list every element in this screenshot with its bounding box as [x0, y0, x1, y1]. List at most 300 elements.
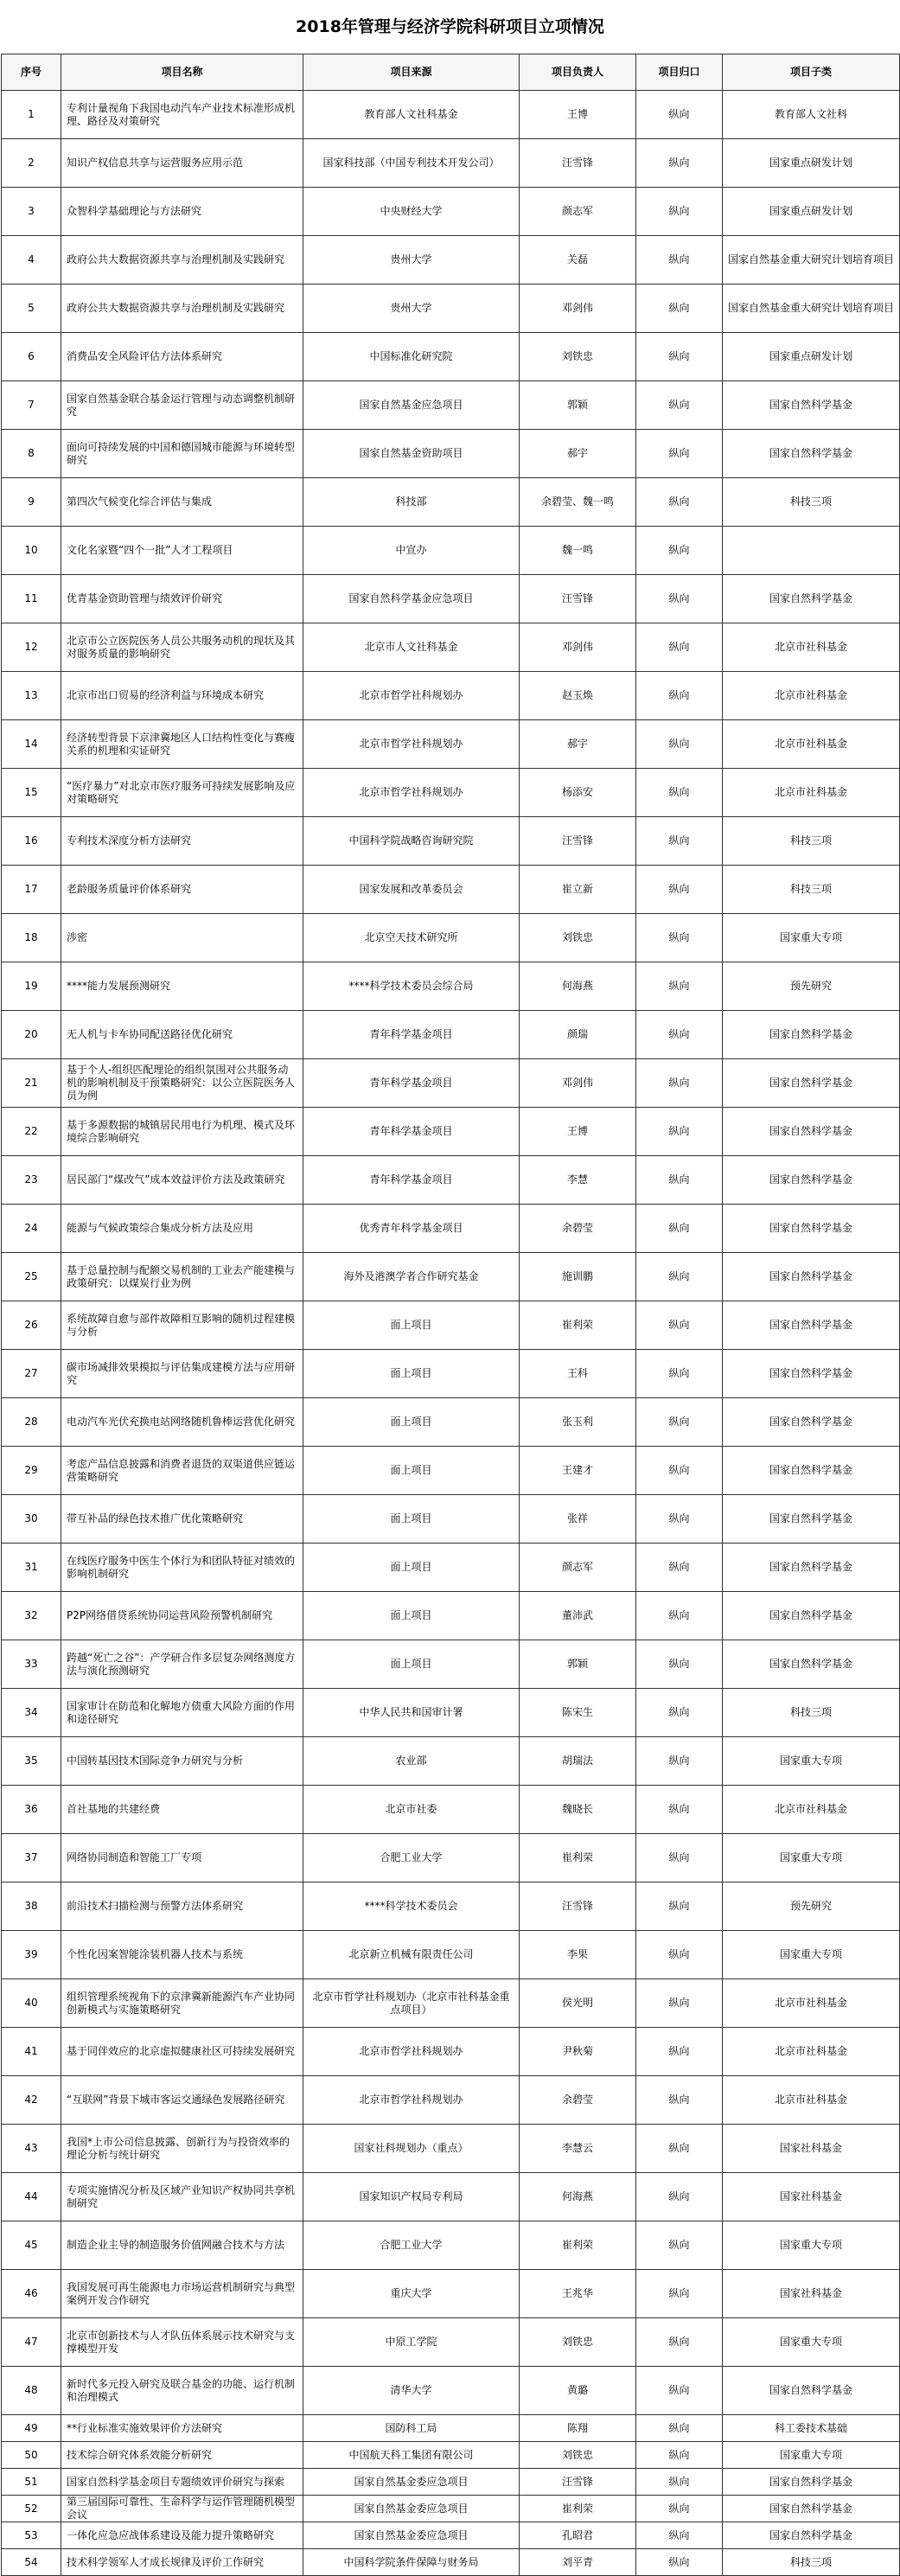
cell-project-category: 纵向: [636, 2318, 723, 2367]
cell-project-source: 北京市哲学社科规划办（北京市社科基金重点项目）: [303, 1979, 520, 2028]
cell-project-subtype: 国家自然基金重大研究计划培育项目: [723, 236, 900, 284]
cell-project-category: 纵向: [636, 1979, 723, 2028]
cell-project-name: [61, 2522, 303, 2549]
cell-project-source: 贵州大学: [303, 236, 520, 284]
cell-index: 23: [2, 1156, 61, 1205]
cell-project-source: 面上项目: [303, 1592, 520, 1640]
cell-project-name: [61, 962, 303, 1011]
cell-project-category: 纵向: [636, 1834, 723, 1882]
cell-project-name: [61, 2415, 303, 2442]
project-name-text: 网络协同制造和智能工厂专项: [67, 1851, 202, 1863]
cell-project-source: 优秀青年科学基金项目: [303, 1205, 520, 1253]
cell-project-leader: 崔利荣: [520, 1301, 636, 1350]
cell-project-category: 纵向: [636, 91, 723, 139]
table-row: [2, 478, 900, 527]
cell-project-leader: 郭颖: [520, 381, 636, 430]
cell-project-subtype: 国家自然科学基金: [723, 1253, 900, 1301]
table-row: [2, 91, 900, 139]
project-name-text: 一体化应急应战体系建设及能力提升策略研究: [67, 2528, 275, 2541]
cell-project-subtype: 国家自然科学基金: [723, 2367, 900, 2415]
project-name-text: 第三届国际可靠性、生命科学与运作管理随机模型会议: [67, 2496, 296, 2521]
project-name-text: 国家审计在防范和化解地方债重大风险方面的作用和途径研究: [67, 1699, 296, 1725]
table-row: [2, 2173, 900, 2221]
cell-index: 52: [2, 2496, 61, 2522]
table-row: [2, 2415, 900, 2442]
project-name-text: ****能力发展预测研究: [67, 980, 171, 992]
table-row: [2, 430, 900, 478]
cell-index: 28: [2, 1398, 61, 1447]
project-name-text: 第四次气候变化综合评估与集成: [67, 495, 213, 508]
cell-project-subtype: 国家重大专项: [723, 2442, 900, 2469]
cell-project-name: [61, 2367, 303, 2415]
project-name-text: 涉密: [67, 931, 88, 943]
cell-project-category: 纵向: [636, 2173, 723, 2221]
project-name-text: 经济转型背景下京津冀地区人口结构性变化与赛瘦关系的机理和实证研究: [67, 731, 296, 757]
cell-project-category: 纵向: [636, 2270, 723, 2318]
cell-project-subtype: 北京市社科基金: [723, 672, 900, 720]
cell-index: 51: [2, 2469, 61, 2496]
table-row: [2, 1979, 900, 2028]
cell-index: 17: [2, 866, 61, 914]
cell-project-subtype: 科工委技术基础: [723, 2415, 900, 2442]
cell-project-leader: 张祥: [520, 1495, 636, 1544]
cell-project-name: [61, 817, 303, 866]
project-name-text: “医疗暴力”对北京市医疗服务可持续发展影响及应对策略研究: [67, 779, 296, 805]
cell-project-subtype: 北京市社科基金: [723, 1979, 900, 2028]
cell-index: 4: [2, 236, 61, 284]
cell-project-category: 纵向: [636, 1592, 723, 1640]
cell-project-subtype: 北京市社科基金: [723, 623, 900, 672]
cell-project-leader: 王建才: [520, 1447, 636, 1495]
cell-project-subtype: 国家自然科学基金: [723, 381, 900, 430]
cell-project-source: 北京市哲学社科规划办: [303, 769, 520, 817]
cell-project-leader: 颜志军: [520, 1544, 636, 1592]
cell-project-leader: 崔立新: [520, 866, 636, 914]
table-row: [2, 236, 900, 284]
cell-project-leader: 邓剑伟: [520, 1059, 636, 1108]
project-name-text: 基于总量控制与配额交易机制的工业去产能建模与政策研究：以煤炭行业为例: [67, 1263, 296, 1289]
cell-project-source: 贵州大学: [303, 284, 520, 333]
cell-index: 8: [2, 430, 61, 478]
cell-project-leader: 王博: [520, 1108, 636, 1156]
cell-project-name: [61, 2549, 303, 2576]
cell-project-source: 面上项目: [303, 1301, 520, 1350]
cell-project-category: 纵向: [636, 1640, 723, 1689]
cell-index: 44: [2, 2173, 61, 2221]
cell-project-leader: 郝宇: [520, 720, 636, 769]
cell-project-name: [61, 672, 303, 720]
cell-project-subtype: 国家社科基金: [723, 2270, 900, 2318]
table-row: [2, 1253, 900, 1301]
cell-project-leader: 陈翔: [520, 2415, 636, 2442]
cell-project-source: 北京市哲学社科规划办: [303, 2076, 520, 2125]
table-row: [2, 2496, 900, 2522]
table-row: [2, 139, 900, 188]
cell-project-source: 青年科学基金项目: [303, 1108, 520, 1156]
project-name-text: 专利计量视角下我国电动汽车产业技术标准形成机理、路径及对策研究: [67, 101, 296, 127]
cell-project-name: [61, 1108, 303, 1156]
project-name-text: 专项实施情况分析及区域产业知识产权协同共享机制研究: [67, 2183, 296, 2209]
cell-project-category: 纵向: [636, 1931, 723, 1979]
project-name-text: 技术综合研究体系效能分析研究: [67, 2448, 213, 2461]
project-name-text: 消费品安全风险评估方法体系研究: [67, 350, 223, 362]
cell-project-name: [61, 1156, 303, 1205]
cell-index: 42: [2, 2076, 61, 2125]
cell-project-source: 中宣办: [303, 527, 520, 575]
cell-project-leader: 刘铁忠: [520, 333, 636, 381]
cell-project-source: 北京市人文社科基金: [303, 623, 520, 672]
project-name-text: 面向可持续发展的中国和德国城市能源与环境转型研究: [67, 440, 296, 466]
cell-project-name: [61, 430, 303, 478]
table-row: [2, 817, 900, 866]
project-name-text: 政府公共大数据资源共享与治理机制及实践研究: [67, 302, 285, 314]
cell-project-name: [61, 1253, 303, 1301]
project-name-text: 北京市公立医院医务人员公共服务动机的现状及其对服务质量的影响研究: [67, 634, 296, 660]
cell-project-leader: 崔利荣: [520, 2221, 636, 2270]
cell-project-name: [61, 2173, 303, 2221]
cell-project-category: 纵向: [636, 1059, 723, 1108]
cell-project-name: [61, 1786, 303, 1834]
cell-project-leader: 赵玉焕: [520, 672, 636, 720]
cell-project-category: 纵向: [636, 962, 723, 1011]
cell-project-source: 国家知识产权局专利局: [303, 2173, 520, 2221]
project-name-text: 前沿技术扫描检测与预警方法体系研究: [67, 1900, 244, 1912]
cell-project-source: 农业部: [303, 1737, 520, 1786]
cell-project-category: 纵向: [636, 2221, 723, 2270]
cell-project-name: [61, 2496, 303, 2522]
cell-project-category: 纵向: [636, 1689, 723, 1737]
header-project-category: 项目归口: [636, 54, 723, 91]
cell-project-category: 纵向: [636, 1737, 723, 1786]
cell-project-subtype: 北京市社科基金: [723, 2028, 900, 2076]
cell-project-source: 国家科技部（中国专利技术开发公司）: [303, 139, 520, 188]
table-row: [2, 623, 900, 672]
cell-project-name: [61, 2221, 303, 2270]
cell-project-leader: 汪雪锋: [520, 1882, 636, 1931]
cell-project-category: 纵向: [636, 1544, 723, 1592]
cell-project-leader: 王兆华: [520, 2270, 636, 2318]
cell-project-subtype: 国家自然科学基金: [723, 2522, 900, 2549]
cell-project-subtype: 国家重点研发计划: [723, 139, 900, 188]
cell-project-source: 重庆大学: [303, 2270, 520, 2318]
cell-index: 39: [2, 1931, 61, 1979]
cell-project-category: 纵向: [636, 430, 723, 478]
cell-project-name: [61, 1979, 303, 2028]
project-name-text: 优青基金资助管理与绩效评价研究: [67, 592, 223, 604]
cell-index: 40: [2, 1979, 61, 2028]
cell-index: 29: [2, 1447, 61, 1495]
cell-project-source: ****科学技术委员会综合局: [303, 962, 520, 1011]
cell-index: 12: [2, 623, 61, 672]
cell-project-category: 纵向: [636, 2028, 723, 2076]
header-project-name: 项目名称: [61, 54, 303, 91]
cell-project-category: 纵向: [636, 2442, 723, 2469]
cell-project-leader: 何海燕: [520, 962, 636, 1011]
cell-index: 24: [2, 1205, 61, 1253]
cell-project-category: 纵向: [636, 284, 723, 333]
cell-project-category: 纵向: [636, 1301, 723, 1350]
cell-project-leader: 陈宋生: [520, 1689, 636, 1737]
cell-project-subtype: 国家自然科学基金: [723, 1592, 900, 1640]
cell-index: 7: [2, 381, 61, 430]
project-name-text: “互联网”背景下城市客运交通绿色发展路径研究: [67, 2093, 285, 2106]
project-name-text: 跨越“死亡之谷”：产学研合作多层复杂网络测度方法与演化预测研究: [67, 1651, 296, 1677]
project-name-text: 在线医疗服务中医生个体行为和团队特征对绩效的影响机制研究: [67, 1554, 296, 1580]
cell-project-category: 纵向: [636, 236, 723, 284]
cell-index: 30: [2, 1495, 61, 1544]
cell-project-subtype: 国家自然科学基金: [723, 1398, 900, 1447]
project-name-text: 系统故障自愈与部件故障相互影响的随机过程建模与分析: [67, 1312, 296, 1338]
table-row: [2, 2469, 900, 2496]
project-name-text: 无人机与卡车协同配送路径优化研究: [67, 1028, 233, 1040]
cell-project-leader: 刘铁忠: [520, 914, 636, 962]
table-row: [2, 2221, 900, 2270]
cell-project-category: 纵向: [636, 1205, 723, 1253]
cell-project-source: 北京空天技术研究所: [303, 914, 520, 962]
table-row: [2, 284, 900, 333]
table-row: [2, 1398, 900, 1447]
cell-index: 10: [2, 527, 61, 575]
cell-index: 20: [2, 1011, 61, 1059]
cell-project-name: [61, 1544, 303, 1592]
cell-project-name: [61, 1737, 303, 1786]
project-name-text: 碳市场减排效果模拟与评估集成建模方法与应用研究: [67, 1360, 296, 1386]
page-title: 2018年管理与经济学院科研项目立项情况: [296, 17, 604, 36]
cell-project-category: 纵向: [636, 1253, 723, 1301]
project-name-text: 基于同伴效应的北京虚拟健康社区可持续发展研究: [67, 2045, 296, 2057]
cell-project-source: 国家自然基金委应急项目: [303, 2522, 520, 2549]
cell-project-name: [61, 2442, 303, 2469]
cell-project-name: [61, 1689, 303, 1737]
cell-index: 26: [2, 1301, 61, 1350]
cell-index: 13: [2, 672, 61, 720]
cell-project-leader: 董沛武: [520, 1592, 636, 1640]
cell-project-source: 中国科学院战略咨询研究院: [303, 817, 520, 866]
cell-project-leader: 孔昭君: [520, 2522, 636, 2549]
cell-index: 43: [2, 2125, 61, 2173]
cell-project-subtype: 国家重大专项: [723, 2221, 900, 2270]
project-name-text: 基于个人-组织匹配理论的组织氛围对公共服务动机的影响机制及干预策略研究：以公立医院医务人员为例: [67, 1064, 296, 1102]
cell-project-subtype: 国家社科基金: [723, 2173, 900, 2221]
cell-project-name: [61, 333, 303, 381]
cell-project-subtype: 国家自然科学基金: [723, 1205, 900, 1253]
cell-project-name: [61, 2270, 303, 2318]
cell-project-leader: 李果: [520, 1931, 636, 1979]
cell-project-leader: 汪雪锋: [520, 2469, 636, 2496]
cell-project-name: [61, 527, 303, 575]
project-name-text: 国家自然基金联合基金运行管理与动态调整机制研究: [67, 392, 296, 418]
cell-project-subtype: 北京市社科基金: [723, 2076, 900, 2125]
cell-project-subtype: 国家自然科学基金: [723, 1108, 900, 1156]
cell-index: 38: [2, 1882, 61, 1931]
cell-project-leader: 黄璐: [520, 2367, 636, 2415]
cell-index: 3: [2, 188, 61, 236]
cell-index: 14: [2, 720, 61, 769]
cell-index: 54: [2, 2549, 61, 2576]
table-row: [2, 720, 900, 769]
project-name-text: 文化名家暨“四个一批”人才工程项目: [67, 544, 233, 556]
cell-project-name: [61, 1059, 303, 1108]
project-name-text: 新时代多元投入研究及联合基金的功能、运行机制和治理模式: [67, 2377, 296, 2403]
cell-index: 2: [2, 139, 61, 188]
cell-project-subtype: 预先研究: [723, 962, 900, 1011]
header-project-source: 项目来源: [303, 54, 520, 91]
table-row: [2, 1447, 900, 1495]
project-name-text: 居民部门“煤改气”成本效益评价方法及政策研究: [67, 1173, 285, 1186]
cell-project-leader: 颜志军: [520, 188, 636, 236]
cell-project-source: 中国标准化研究院: [303, 333, 520, 381]
cell-index: 19: [2, 962, 61, 1011]
project-name-text: 制造企业主导的制造服务价值网融合技术与方法: [67, 2239, 285, 2251]
table-row: [2, 1059, 900, 1108]
cell-project-source: 北京新立机械有限责任公司: [303, 1931, 520, 1979]
table-row: [2, 1834, 900, 1882]
table-row: [2, 2442, 900, 2469]
header-project-subtype: 项目子类: [723, 54, 900, 91]
table-header-row: [2, 54, 900, 91]
cell-project-subtype: 国家自然科学基金: [723, 1640, 900, 1689]
cell-project-source: 青年科学基金项目: [303, 1011, 520, 1059]
table-row: [2, 1350, 900, 1398]
cell-project-name: [61, 1592, 303, 1640]
cell-project-category: 纵向: [636, 1786, 723, 1834]
table-row: [2, 1737, 900, 1786]
cell-project-name: [61, 188, 303, 236]
cell-project-category: 纵向: [636, 527, 723, 575]
cell-project-leader: 胡瑞法: [520, 1737, 636, 1786]
cell-project-category: 纵向: [636, 478, 723, 527]
project-name-text: 电动汽车光伏充换电站网络随机鲁棒运营优化研究: [67, 1416, 296, 1428]
cell-project-source: 中国科学院条件保障与财务局: [303, 2549, 520, 2576]
cell-project-source: 青年科学基金项目: [303, 1156, 520, 1205]
cell-project-subtype: 科技三项: [723, 2549, 900, 2576]
cell-project-name: [61, 2125, 303, 2173]
cell-project-name: [61, 1834, 303, 1882]
cell-project-name: [61, 2076, 303, 2125]
cell-project-source: 国家自然基金资助项目: [303, 430, 520, 478]
cell-project-subtype: 国家重大专项: [723, 1737, 900, 1786]
cell-index: 16: [2, 817, 61, 866]
cell-project-subtype: 国家自然科学基金: [723, 1011, 900, 1059]
cell-index: 53: [2, 2522, 61, 2549]
cell-project-leader: 张玉利: [520, 1398, 636, 1447]
cell-project-category: 纵向: [636, 866, 723, 914]
cell-project-name: [61, 1350, 303, 1398]
cell-index: 45: [2, 2221, 61, 2270]
cell-project-leader: 汪雪锋: [520, 575, 636, 623]
cell-project-leader: 魏一鸣: [520, 527, 636, 575]
cell-project-category: 纵向: [636, 2125, 723, 2173]
table-row: [2, 2522, 900, 2549]
table-row: [2, 2367, 900, 2415]
cell-project-subtype: 国家自然科学基金: [723, 430, 900, 478]
cell-project-name: [61, 1205, 303, 1253]
cell-project-name: [61, 139, 303, 188]
cell-project-subtype: 国家自然基金重大研究计划培育项目: [723, 284, 900, 333]
cell-project-leader: 余碧莹: [520, 2076, 636, 2125]
cell-index: 32: [2, 1592, 61, 1640]
cell-project-source: 北京市哲学社科规划办: [303, 720, 520, 769]
table-row: [2, 2270, 900, 2318]
table-row: [2, 381, 900, 430]
cell-project-leader: 李慧: [520, 1156, 636, 1205]
cell-project-category: 纵向: [636, 2469, 723, 2496]
header-project-leader: 项目负责人: [520, 54, 636, 91]
cell-project-source: 面上项目: [303, 1544, 520, 1592]
table-row: [2, 1301, 900, 1350]
cell-project-subtype: 国家重大专项: [723, 2318, 900, 2367]
table-row: [2, 333, 900, 381]
table-row: [2, 1205, 900, 1253]
cell-project-category: 纵向: [636, 1882, 723, 1931]
cell-index: 46: [2, 2270, 61, 2318]
cell-project-subtype: 北京市社科基金: [723, 720, 900, 769]
cell-index: 48: [2, 2367, 61, 2415]
cell-project-category: 纵向: [636, 575, 723, 623]
cell-project-subtype: 国家自然科学基金: [723, 1544, 900, 1592]
cell-project-leader: 颜瑞: [520, 1011, 636, 1059]
cell-project-name: [61, 720, 303, 769]
cell-project-source: ****科学技术委员会: [303, 1882, 520, 1931]
cell-project-name: [61, 1931, 303, 1979]
cell-project-category: 纵向: [636, 2367, 723, 2415]
cell-project-name: [61, 575, 303, 623]
cell-project-name: [61, 478, 303, 527]
cell-index: 15: [2, 769, 61, 817]
project-name-text: 能源与气候政策综合集成分析方法及应用: [67, 1222, 254, 1234]
project-name-text: **行业标准实施效果评价方法研究: [67, 2421, 223, 2434]
cell-project-leader: 侯光明: [520, 1979, 636, 2028]
cell-project-source: 中国航天科工集团有限公司: [303, 2442, 520, 2469]
cell-index: 5: [2, 284, 61, 333]
cell-project-subtype: 国家自然科学基金: [723, 1301, 900, 1350]
cell-project-leader: 何海燕: [520, 2173, 636, 2221]
cell-project-name: [61, 914, 303, 962]
table-row: [2, 866, 900, 914]
cell-project-category: 纵向: [636, 1108, 723, 1156]
cell-project-leader: 刘铁忠: [520, 2318, 636, 2367]
table-row: [2, 1689, 900, 1737]
cell-project-category: 纵向: [636, 1447, 723, 1495]
cell-project-source: 国家发展和改革委员会: [303, 866, 520, 914]
table-row: [2, 1640, 900, 1689]
cell-project-source: 面上项目: [303, 1640, 520, 1689]
cell-index: 25: [2, 1253, 61, 1301]
cell-project-source: 合肥工业大学: [303, 1834, 520, 1882]
cell-index: 33: [2, 1640, 61, 1689]
cell-project-subtype: 国家社科基金: [723, 2125, 900, 2173]
cell-project-source: 中原工学院: [303, 2318, 520, 2367]
cell-index: 1: [2, 91, 61, 139]
header-index: 序号: [2, 54, 61, 91]
cell-project-name: [61, 2028, 303, 2076]
cell-project-category: 纵向: [636, 817, 723, 866]
cell-project-category: 纵向: [636, 139, 723, 188]
cell-project-category: 纵向: [636, 1350, 723, 1398]
cell-index: 50: [2, 2442, 61, 2469]
project-name-text: 我国发展可再生能源电力市场运营机制研究与典型案例开发合作研究: [67, 2280, 296, 2306]
cell-project-name: [61, 1495, 303, 1544]
cell-project-name: [61, 1447, 303, 1495]
table-row: [2, 1931, 900, 1979]
cell-project-category: 纵向: [636, 623, 723, 672]
table-row: [2, 575, 900, 623]
cell-project-name: [61, 1640, 303, 1689]
table-row: [2, 2028, 900, 2076]
cell-project-category: 纵向: [636, 769, 723, 817]
cell-project-source: 面上项目: [303, 1398, 520, 1447]
cell-project-subtype: 北京市社科基金: [723, 1786, 900, 1834]
